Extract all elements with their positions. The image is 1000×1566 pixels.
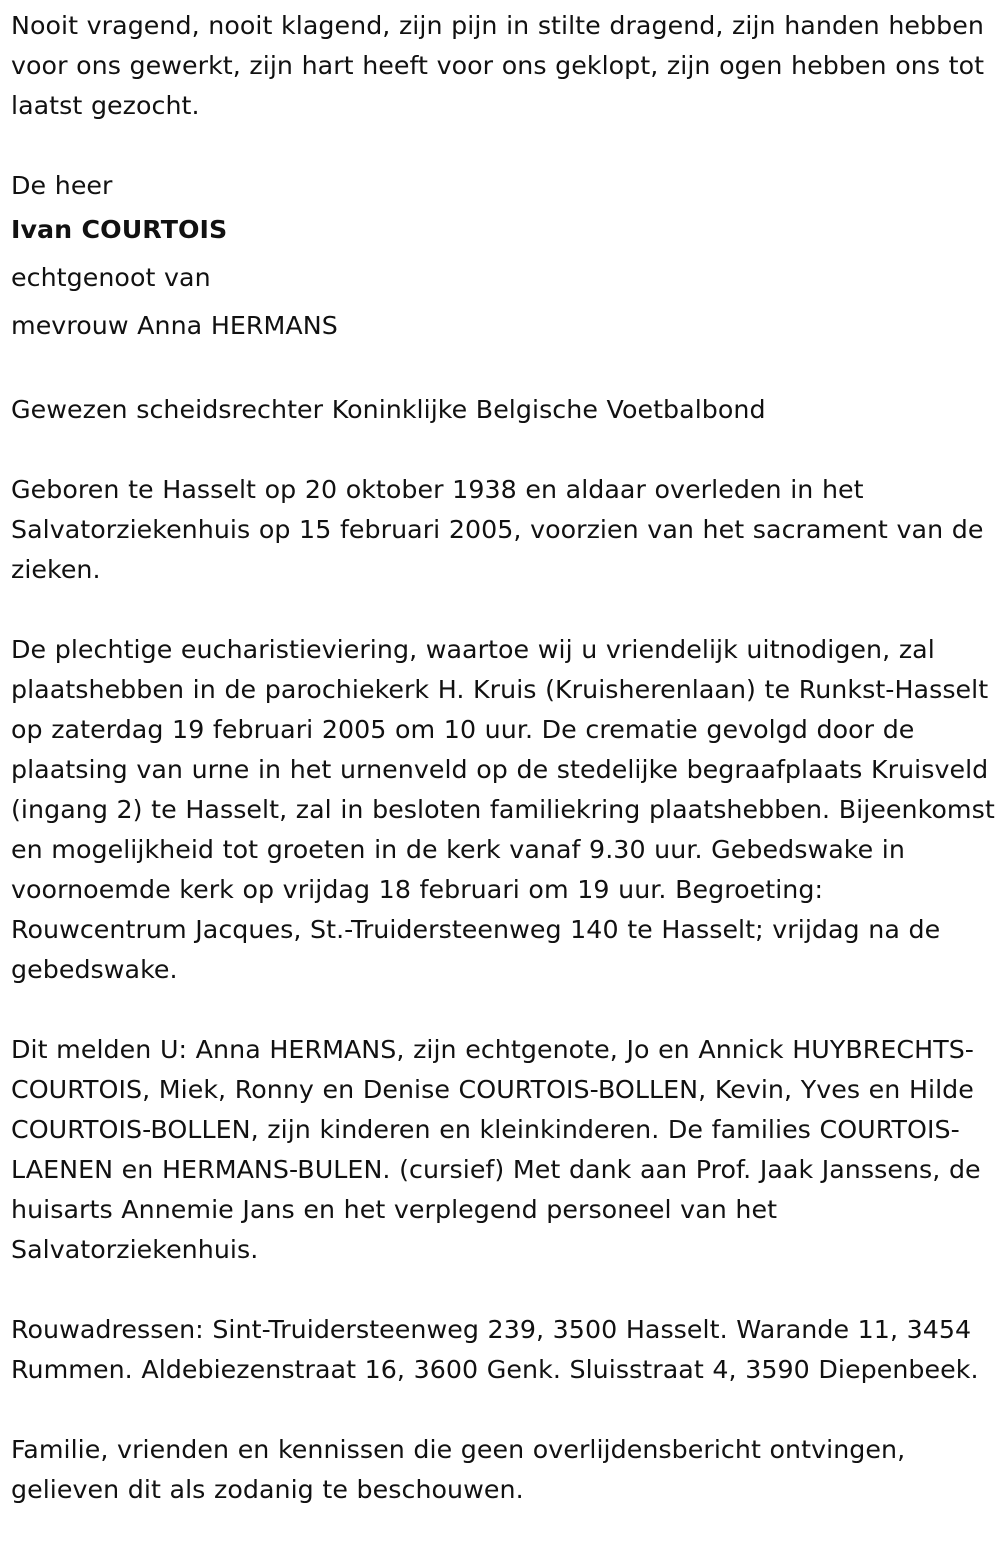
closing-paragraph: Familie, vrienden en kennissen die geen overlijdensbericht ontvingen, gelieven dit als zodanig te beschouwen. [11,1435,906,1504]
spacer [11,126,995,166]
obituary-document [11,6,995,1510]
relation-text: echtgenoot van [11,263,211,292]
spouse-name: mevrouw Anna HERMANS [11,311,338,340]
deceased-name: Ivan COURTOIS [11,215,228,244]
announcers-paragraph: Dit melden U: Anna HERMANS, zijn echtgenote, Jo en Annick HUYBRECHTS-COURTOIS, Miek, Ronny en Denise COURTOIS-BOLLEN, Kevin, Yves en Hilde COURTOIS-BOLLEN, zijn kinderen en kleinkinderen. De families COURTOIS-LAENEN en HERMANS-BULEN. (cursief) Met dank aan Prof. Jaak Janssens, de huisarts Annemie Jans en het verplegend personeel van het Salvatorziekenhuis. [11,1035,981,1264]
spacer [11,590,995,630]
spacer [11,430,995,470]
addresses-paragraph: Rouwadressen: Sint-Truidersteenweg 239, 3500 Hasselt. Warande 11, 3454 Rummen. Aldebiezenstraat 16, 3600 Genk. Sluisstraat 4, 3590 Diepenbeek. [11,1315,979,1384]
occupation-paragraph: Gewezen scheidsrechter Koninklijke Belgische Voetbalbond [11,395,766,424]
birth-death-paragraph: Geboren te Hasselt op 20 oktober 1938 en aldaar overleden in het Salvatorziekenhuis op 15 februari 2005, voorzien van het sacrament van de zieken. [11,475,984,584]
spacer [11,1270,995,1310]
spacer [11,1390,995,1430]
intro-paragraph: Nooit vragend, nooit klagend, zijn pijn in stilte dragend, zijn handen hebben voor ons gewerkt, zijn hart heeft voor ons geklopt, zijn ogen hebben ons tot laatst gezocht. [11,11,985,120]
spacer [11,350,995,390]
ceremony-paragraph: De plechtige eucharistieviering, waartoe wij u vriendelijk uitnodigen, zal plaatshebben in de parochiekerk H. Kruis (Kruisherenlaan) te Runkst-Hasselt op zaterdag 19 februari 2005 om 10 uur. De crematie gevolgd door de plaatsing van urne in het urnenveld op de stedelijke begraafplaats Kruisveld (ingang 2) te Hasselt, zal in besloten familiekring plaatshebben. Bijeenkomst en mogelijkheid tot groeten in de kerk vanaf 9.30 uur. Gebedswake in voornoemde kerk op vrijdag 18 februari om 19 uur. Begroeting: Rouwcentrum Jacques, St.-Truidersteenweg 140 te Hasselt; vrijdag na de gebedswake. [11,635,995,984]
spacer [11,990,995,1030]
salutation: De heer [11,171,113,200]
